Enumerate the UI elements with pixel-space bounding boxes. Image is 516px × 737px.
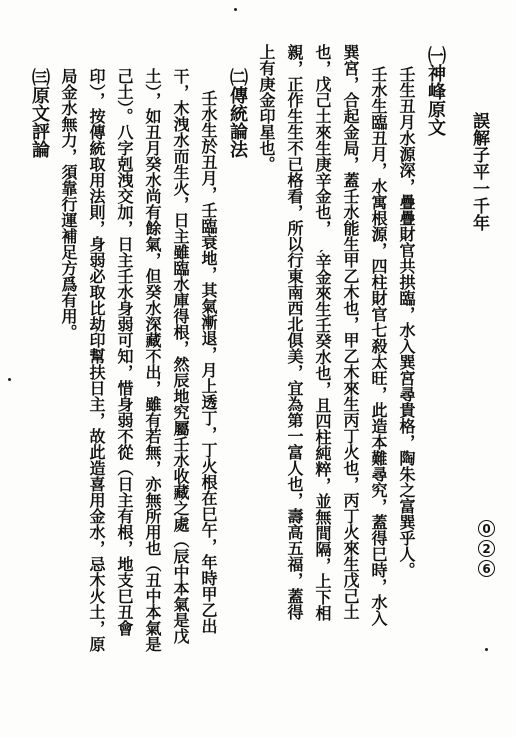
analysis-line: 己土）。八字剋洩交加，日主壬水身弱可知，惜身弱不從（日主有根，地支巳丑會: [115, 68, 134, 636]
running-header-title: 誤解子平一千年: [469, 112, 489, 231]
commentary-line: 壬水生臨丑月，水寓根源，四柱財官七殺太旺，此造本難尋究，蓋得巳時，水入: [369, 66, 388, 626]
page-number-digit: 2: [478, 540, 495, 557]
scan-speck: [8, 378, 11, 381]
analysis-line: 局金水無力，須靠行運補足方爲有用。: [59, 68, 78, 340]
page-number: [478, 520, 495, 577]
page-number-digit: 6: [478, 560, 495, 577]
section-heading-original: ㈠神峰原文: [425, 46, 446, 136]
analysis-line: 壬水生於丑月，壬臨衰地，其氣漸退，月上透丁，丁火根在巳午，年時甲乙出: [199, 90, 218, 634]
commentary-line: 也，戊己土來生庚辛金也，ˏ辛金來生壬癸水也，且四柱純粹，並無間隔，上下相: [313, 44, 332, 621]
scan-speck: [485, 648, 488, 651]
analysis-line: 土），如丑月癸水尚有餘氣，但癸水深藏不出，雖有若無，亦無所用也（丑中本氣是: [143, 68, 162, 652]
commentary-line: 上有庚金印星也。: [257, 44, 276, 172]
verse-line: 壬生丑月水源深，疊疊財官共拱臨，水入巽宮尋貴格，陶朱之富巽乎人。: [397, 66, 416, 578]
commentary-line: 巽宮，合起金局，蓋壬水能生甲乙木也，甲乙木來生丙丁火也，丙丁火來生戊己土: [341, 44, 360, 620]
analysis-line: 干，木洩水而生火，日主雖臨水庫得根，然辰地究屬壬水收藏之處（辰中本氣是戊: [171, 68, 190, 644]
commentary-line: 親，正作生生不已格看，所以行東南西北俱美，宜為第一富人也，壽高五福，蓋得: [285, 44, 304, 620]
section-heading-traditional: ㈡傳統論法: [227, 68, 248, 158]
scan-speck: [234, 8, 237, 11]
analysis-line: 印），按傳統取用法則，身弱必取比劫印幫扶日主，故此造喜用金水，忌木火土，原: [87, 68, 106, 652]
section-heading-review: ㈢原文評論: [29, 68, 50, 158]
page-number-digit: 0: [478, 520, 495, 537]
